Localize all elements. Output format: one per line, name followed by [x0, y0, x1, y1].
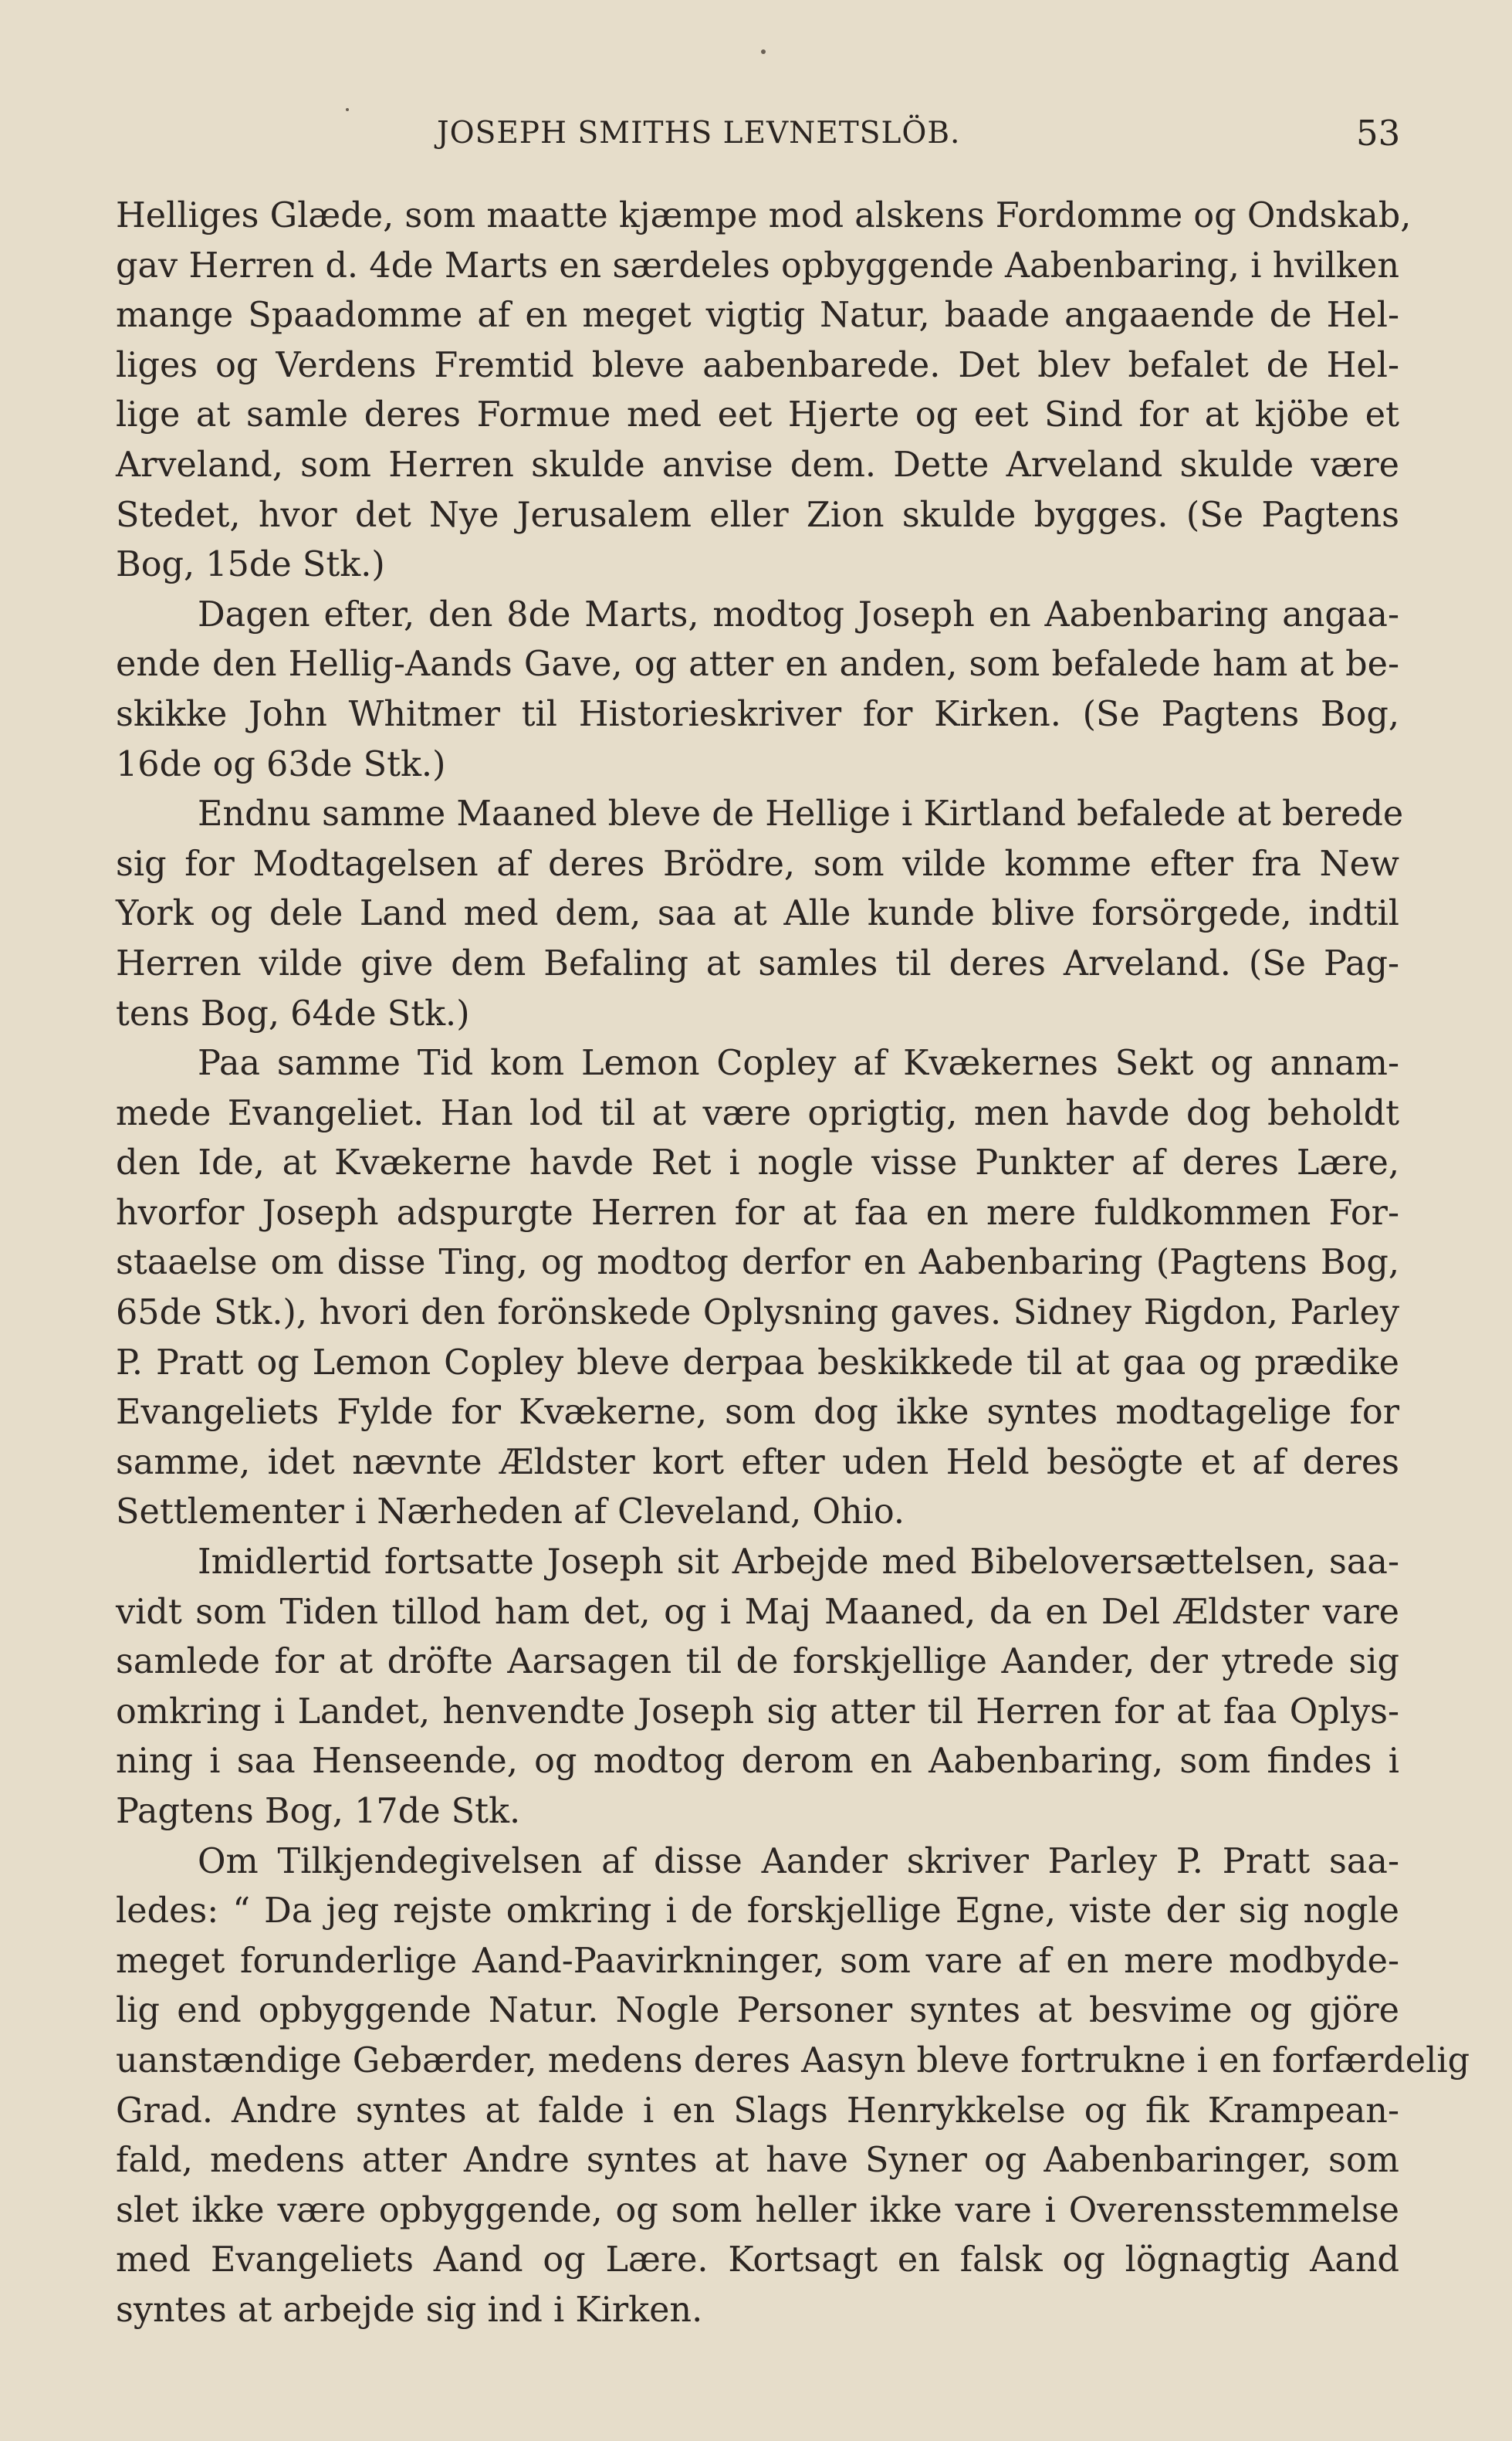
text-line: 65de Stk.), hvori den forönskede Oplysning gaves. Sidney Rigdon, Parley [116, 1293, 1399, 1333]
text-line: samme, idet nævnte Ældster kort efter uden Held besögte et af deres [116, 1442, 1399, 1482]
text-line: meget forunderlige Aand-Paavirkninger, som vare af en mere modbyde- [116, 1941, 1399, 1981]
text-line: hvorfor Joseph adspurgte Herren for at faa en mere fuldkommen For- [116, 1193, 1399, 1233]
text-line: omkring i Landet, henvendte Joseph sig atter til Herren for at faa Oplys- [116, 1691, 1399, 1732]
text-line: Evangeliets Fylde for Kvækerne, som dog ikke syntes modtagelige for [116, 1393, 1399, 1433]
text-line: ning i saa Henseende, og modtog derom en Aabenbaring, som findes i [116, 1742, 1399, 1782]
text-line: Helliges Glæde, som maatte kjæmpe mod alskens Fordomme og Ondskab, [116, 196, 1412, 235]
text-line: Imidlertid fortsatte Joseph sit Arbejde med Bibeloversættelsen, saa- [198, 1542, 1399, 1583]
page-number: 53 [1356, 113, 1401, 154]
text-line: sig for Modtagelsen af deres Brödre, som vilde komme efter fra New [116, 844, 1399, 884]
text-line: med Evangeliets Aand og Lære. Kortsagt en falsk og lögnagtig Aand [116, 2240, 1399, 2280]
running-head [0, 108, 1512, 162]
text-line: Paa samme Tid kom Lemon Copley af Kvækernes Sekt og annam- [198, 1044, 1399, 1084]
text-line: Arveland, som Herren skulde anvise dem. Dette Arveland skulde være [116, 445, 1399, 485]
text-line: 16de og 63de Stk.) [116, 744, 446, 784]
paragraph [116, 591, 1399, 790]
text-line: staaelse om disse Ting, og modtog derfor en Aabenbaring (Pagtens Bog, [116, 1243, 1399, 1283]
text-line: Stedet, hvor det Nye Jerusalem eller Zion skulde bygges. (Se Pagtens [116, 495, 1399, 535]
text-line: lige at samle deres Formue med eet Hjerte og eet Sind for at kjöbe et [116, 395, 1399, 435]
text-line: ende den Hellig-Aands Gave, og atter en anden, som befalede ham at be- [116, 645, 1399, 685]
text-line: P. Pratt og Lemon Copley bleve derpaa beskikkede til at gaa og prædike [116, 1342, 1399, 1383]
text-line: Herren vilde give dem Befaling at samles til deres Arveland. (Se Pag- [116, 943, 1399, 984]
paragraph [116, 191, 1412, 591]
text-line: Endnu samme Maaned bleve de Hellige i Kirtland befalede at berede [198, 794, 1404, 835]
text-line: samlede for at dröfte Aarsagen til de forskjellige Aander, der ytrede sig [116, 1642, 1399, 1682]
paragraph [116, 1538, 1399, 1837]
text-line: York og dele Land med dem, saa at Alle kunde blive forsörgede, indtil [116, 894, 1399, 934]
text-line: den Ide, at Kvækerne havde Ret i nogle visse Punkter af deres Lære, [116, 1143, 1399, 1183]
text-line: syntes at arbejde sig ind i Kirken. [116, 2290, 703, 2330]
text-line: Pagtens Bog, 17de Stk. [116, 1792, 521, 1831]
text-line: Settlementer i Nærheden af Cleveland, Ohio. [116, 1492, 905, 1532]
text-line: liges og Verdens Fremtid bleve aabenbarede. Det blev befalet de Hel- [116, 345, 1399, 385]
text-line: mede Evangeliet. Han lod til at være oprigtig, men havde dog beholdt [116, 1093, 1399, 1133]
text-line: tens Bog, 64de Stk.) [116, 994, 470, 1034]
text-line: mange Spaadomme af en meget vigtig Natur, baade angaaende de Hel- [116, 296, 1399, 336]
paragraph [116, 790, 1404, 1039]
running-title: JOSEPH SMITHS LEVNETSLÖB. [437, 116, 961, 151]
text-line: slet ikke være opbyggende, og som heller ikke vare i Overensstemmelse [116, 2190, 1399, 2230]
text-line: Bog, 15de Stk.) [116, 545, 385, 585]
paragraph [116, 1837, 1470, 2336]
text-line: skikke John Whitmer til Historieskriver for Kirken. (Se Pagtens Bog, [116, 694, 1399, 734]
body-text [116, 191, 1470, 2336]
text-line: ledes: “ Da jeg rejste omkring i de forskjellige Egne, viste der sig nogle [116, 1891, 1399, 1931]
text-line: fald, medens atter Andre syntes at have Syner og Aabenbaringer, som [116, 2141, 1399, 2181]
print-speck [761, 49, 766, 54]
text-line: Om Tilkjendegivelsen af disse Aander skriver Parley P. Pratt saa- [198, 1841, 1399, 1881]
text-line: Grad. Andre syntes at falde i en Slags Henrykkelse og fik Krampean- [116, 2091, 1399, 2131]
text-line: lig end opbyggende Natur. Nogle Personer syntes at besvime og gjöre [116, 1991, 1399, 2031]
text-line: uanstændige Gebærder, medens deres Aasyn bleve fortrukne i en forfærdelig [116, 2040, 1470, 2080]
text-line: vidt som Tiden tillod ham det, og i Maj Maaned, da en Del Ældster vare [116, 1592, 1399, 1632]
text-line: Dagen efter, den 8de Marts, modtog Joseph en Aabenbaring angaa- [198, 594, 1399, 635]
paragraph [116, 1039, 1399, 1538]
text-line: gav Herren d. 4de Marts en særdeles opbyggende Aabenbaring, i hvilken [116, 245, 1399, 286]
